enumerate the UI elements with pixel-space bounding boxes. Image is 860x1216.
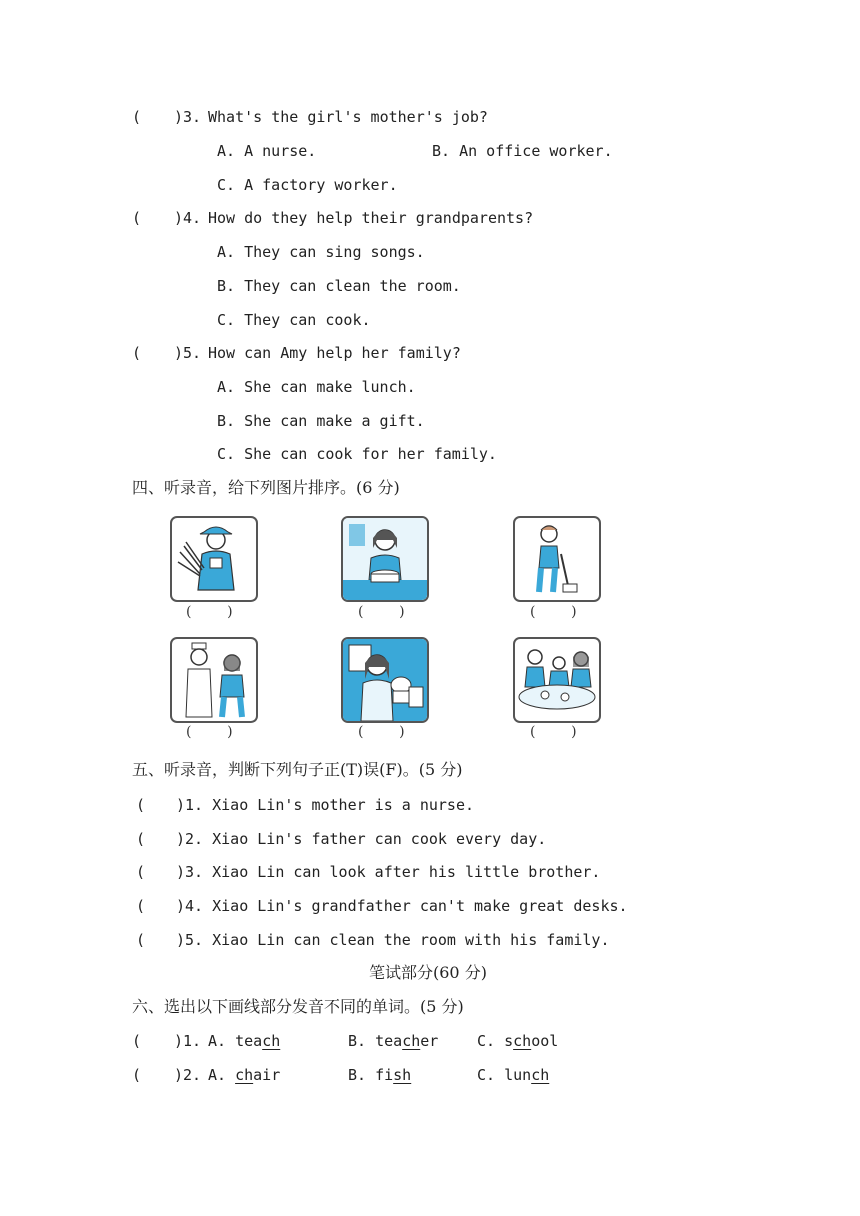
question-number: )1. [174, 1032, 202, 1050]
option-a[interactable]: A. She can make lunch. [217, 378, 416, 396]
picture-order-blank[interactable]: ( ) [186, 724, 233, 740]
farmer-with-wheat-icon [170, 516, 258, 602]
answer-paren[interactable]: ( [132, 108, 142, 126]
section-4-title: 四、听录音，给下列图片排序。(6 分) [132, 478, 400, 497]
option-c[interactable]: C. A factory worker. [217, 176, 398, 194]
section-6-title: 六、选出以下画线部分发音不同的单词。(5 分) [132, 997, 464, 1016]
phonics-option-a[interactable]: A. chair [208, 1066, 281, 1084]
nurse-with-patient-icon [170, 637, 258, 723]
question-number: )3. [174, 108, 202, 126]
question-number: )4. [174, 209, 202, 227]
tf-statement: )1. Xiao Lin's mother is a nurse. [176, 796, 475, 814]
man-mopping-floor-icon [513, 516, 601, 602]
woman-with-dog-icon [341, 637, 429, 723]
phonics-option-b[interactable]: B. fish [348, 1066, 412, 1084]
phonics-option-b[interactable]: B. teacher [348, 1032, 439, 1050]
picture-order-blank[interactable]: ( ) [530, 724, 577, 740]
option-c[interactable]: C. They can cook. [217, 311, 371, 329]
answer-paren[interactable]: ( [136, 830, 146, 848]
option-b[interactable]: B. An office worker. [432, 142, 613, 160]
question-number: )2. [174, 1066, 202, 1084]
answer-paren[interactable]: ( [136, 897, 146, 915]
tf-statement: )3. Xiao Lin can look after his little brother. [176, 863, 601, 881]
question-text: How can Amy help her family? [208, 344, 461, 362]
tf-statement: )2. Xiao Lin's father can cook every day. [176, 830, 547, 848]
option-a[interactable]: A. They can sing songs. [217, 243, 425, 261]
section-5-title: 五、听录音，判断下列句子正(T)误(F)。(5 分) [132, 760, 463, 779]
family-eating-dinner-icon [513, 637, 601, 723]
answer-paren[interactable]: ( [132, 344, 142, 362]
answer-paren[interactable]: ( [132, 209, 142, 227]
written-part-heading: 笔试部分(60 分) [369, 963, 487, 982]
question-text: What's the girl's mother's job? [208, 108, 488, 126]
picture-order-blank[interactable]: ( ) [186, 604, 233, 620]
option-b[interactable]: B. She can make a gift. [217, 412, 425, 430]
phonics-option-c[interactable]: C. lunch [477, 1066, 550, 1084]
option-b[interactable]: B. They can clean the room. [217, 277, 461, 295]
answer-paren[interactable]: ( [136, 931, 146, 949]
picture-order-blank[interactable]: ( ) [530, 604, 577, 620]
option-c[interactable]: C. She can cook for her family. [217, 445, 497, 463]
phonics-option-c[interactable]: C. school [477, 1032, 559, 1050]
tf-statement: )4. Xiao Lin's grandfather can't make great desks. [176, 897, 628, 915]
woman-making-cake-icon [341, 516, 429, 602]
question-number: )5. [174, 344, 202, 362]
answer-paren[interactable]: ( [136, 796, 146, 814]
picture-order-blank[interactable]: ( ) [358, 604, 405, 620]
question-text: How do they help their grandparents? [208, 209, 534, 227]
answer-paren[interactable]: ( [136, 863, 146, 881]
answer-paren[interactable]: ( [132, 1066, 142, 1084]
option-a[interactable]: A. A nurse. [217, 142, 317, 160]
answer-paren[interactable]: ( [132, 1032, 142, 1050]
phonics-option-a[interactable]: A. teach [208, 1032, 281, 1050]
picture-order-blank[interactable]: ( ) [358, 724, 405, 740]
tf-statement: )5. Xiao Lin can clean the room with his family. [176, 931, 610, 949]
